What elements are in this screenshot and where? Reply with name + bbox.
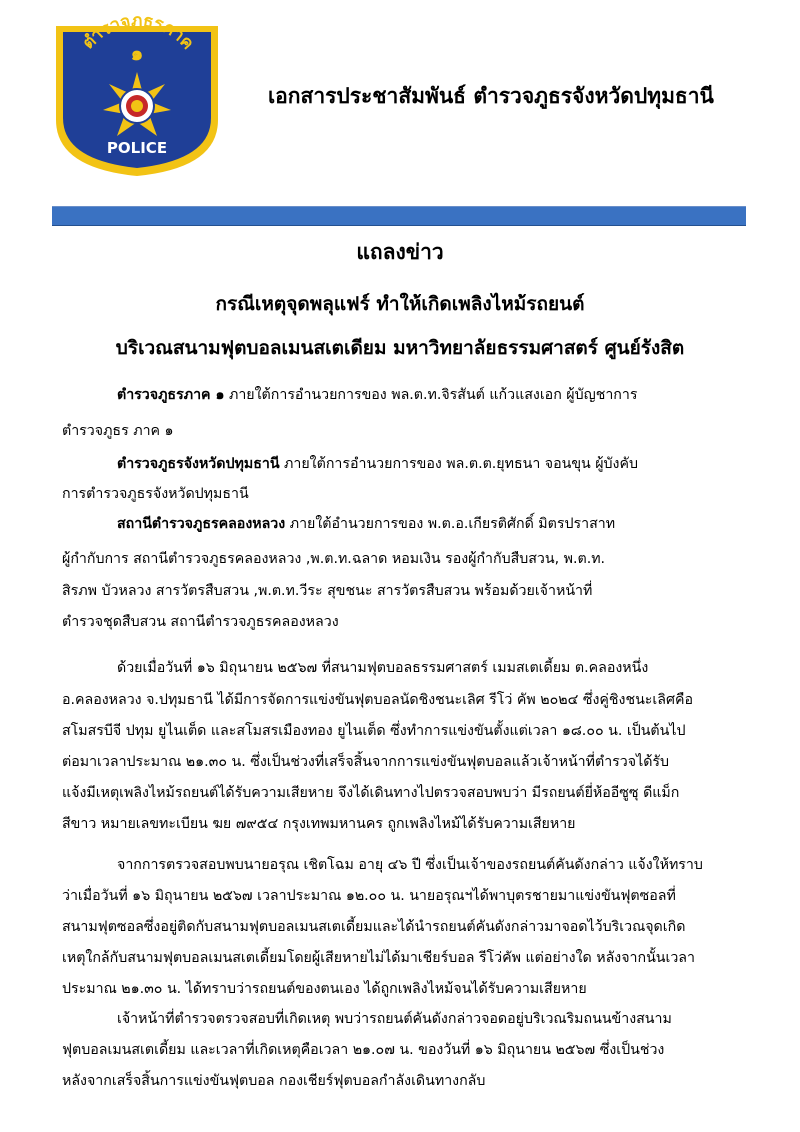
- paragraph-4-line: ต่อมาเวลาประมาณ ๒๑.๓๐ น. ซึ่งเป็นช่วงที่เสร็จสิ้นจากการแข่งขันฟุตบอลแล้วเจ้าหน้าที่ตำรวจได้รับ: [62, 754, 670, 770]
- paragraph-1-line-1: [117, 385, 637, 405]
- paragraph-6-line: หลังจากเสร็จสิ้นการแข่งขันฟุตบอล กองเชียร์ฟุตบอลกำลังเดินทางกลับ: [62, 1073, 486, 1089]
- paragraph-4-line: สีขาว หมายเลขทะเบียน ฆย ๗๙๕๔ กรุงเทพมหานคร ถูกเพลิงไหม้ได้รับความเสียหาย: [62, 816, 576, 832]
- paragraph-2-bold: ตำรวจภูธรจังหวัดปทุมธานี: [117, 456, 280, 472]
- paragraph-3-line-3: สิรภพ บัวหลวง สารวัตรสืบสวน ,พ.ต.ท.วีระ สุขชนะ สารวัตรสืบสวน พร้อมด้วยเจ้าหน้าที่: [62, 583, 593, 599]
- paragraph-4-line: อ.คลองหลวง จ.ปทุมธานี ได้มีการจัดการแข่งขันฟุตบอลนัดชิงชนะเลิศ รีโว่ คัพ ๒๐๒๔ ซึ่งคู่ชิงชนะเลิศคือ: [62, 692, 693, 708]
- header-divider-bar: [52, 206, 746, 226]
- paragraph-6-line: ฟุตบอลเมนสเตเดี้ยม และเวลาที่เกิดเหตุคือเวลา ๒๑.๐๗ น. ของวันที่ ๑๖ มิถุนายน ๒๕๖๗ ซึ่งเป็นช่วง: [62, 1042, 665, 1058]
- paragraph-1-line-2: ตำรวจภูธร ภาค ๑: [62, 423, 174, 439]
- badge-arc-text: ตำรวจภูธรภาค: [78, 10, 198, 54]
- paragraph-4-line: สโมสรบีจี ปทุม ยูไนเต็ด และสโมสรเมืองทอง ยูไนเต็ด ซึ่งทำการแข่งขันตั้งแต่เวลา ๑๘.๐๐ น. เป็นต้นไป: [62, 723, 686, 739]
- badge-police-text: POLICE: [106, 139, 168, 157]
- paragraph-3-line-1: [117, 514, 615, 534]
- paragraph-4-line: แจ้งมีเหตุเพลิงไหม้รถยนต์ได้รับความเสียหาย จึงได้เดินทางไปตรวจสอบพบว่า มีรถยนต์ยี่ห้ออีซูซุ ดีแม็ก: [62, 785, 680, 801]
- paragraph-5-line: ว่าเมื่อวันที่ ๑๖ มิถุนายน ๒๕๖๗ เวลาประมาณ ๑๒.๐๐ น. นายอรุณฯได้พาบุตรชายมาแข่งขันฟุตซอลที่: [62, 888, 676, 904]
- press-release-label: แถลงข่าว: [356, 240, 444, 264]
- paragraph-1-bold: ตำรวจภูธรภาค ๑: [117, 387, 225, 403]
- paragraph-4-line: ด้วยเมื่อวันที่ ๑๖ มิถุนายน ๒๕๖๗ ที่สนามฟุตบอลธรรมศาสตร์ เมมสเตเดี้ยม ต.คลองหนึ่ง: [117, 660, 649, 676]
- paragraph-5-line: สนามฟุตซอลซึ่งอยู่ติดกับสนามฟุตบอลเมนสเตเดี้ยมและได้นำรถยนต์คันดังกล่าวมาจอดไว้บริเวณจุดเกิด: [62, 919, 686, 935]
- paragraph-5-line: จากการตรวจสอบพบนายอรุณ เชิตโฉม อายุ ๔๖ ปี ซึ่งเป็นเจ้าของรถยนต์คันดังกล่าว แจ้งให้ทราบ: [117, 857, 703, 873]
- paragraph-6-line: เจ้าหน้าที่ตำรวจตรวจสอบที่เกิดเหตุ พบว่ารถยนต์คันดังกล่าวจอดอยู่บริเวณริมถนนข้างสนาม: [117, 1011, 672, 1027]
- paragraph-2-line-1: [117, 454, 638, 474]
- police-badge-logo: [48, 8, 226, 178]
- headline-line-1: กรณีเหตุจุดพลุแฟร์ ทำให้เกิดเพลิงไหม้รถยนต์: [215, 293, 585, 315]
- document-header-title: เอกสารประชาสัมพันธ์ ตำรวจภูธรจังหวัดปทุมธานี: [268, 84, 714, 108]
- headline-line-2: บริเวณสนามฟุตบอลเมนสเตเดียม มหาวิทยาลัยธรรมศาสตร์ ศูนย์รังสิต: [115, 337, 685, 359]
- paragraph-2-line-2: การตำรวจภูธรจังหวัดปทุมธานี: [62, 486, 249, 502]
- badge-region-number: ๑: [130, 41, 144, 65]
- paragraph-5-line: เหตุใกล้กับสนามฟุตบอลเมนสเตเดี้ยมโดยผู้เสียหายไม่ได้มาเชียร์บอล รีโว่คัพ แต่อย่างใด หลังจากนั้นเวลา: [62, 950, 695, 966]
- paragraph-3-text: ภายใต้อำนวยการของ พ.ต.อ.เกียรติศักดิ์ มิตรปราสาท: [289, 516, 616, 532]
- paragraph-2-text: ภายใต้การอำนวยการของ พล.ต.ต.ยุทธนา จอนขุน ผู้บังคับ: [284, 456, 638, 472]
- paragraph-3-bold: สถานีตำรวจภูธรคลองหลวง: [117, 516, 286, 532]
- paragraph-3-line-2: ผู้กำกับการ สถานีตำรวจภูธรคลองหลวง ,พ.ต.ท.ฉลาด หอมเงิน รองผู้กำกับสืบสวน, พ.ต.ท.: [62, 551, 606, 567]
- paragraph-5-line: ประมาณ ๒๑.๓๐ น. ได้ทราบว่ารถยนต์ของตนเอง ได้ถูกเพลิงไหม้จนได้รับความเสียหาย: [62, 981, 587, 997]
- paragraph-3-line-4: ตำรวจชุดสืบสวน สถานีตำรวจภูธรคลองหลวง: [62, 614, 339, 630]
- paragraph-1-text: ภายใต้การอำนวยการของ พล.ต.ท.จิรสันต์ แก้วแสงเอก ผู้บัญชาการ: [228, 387, 638, 403]
